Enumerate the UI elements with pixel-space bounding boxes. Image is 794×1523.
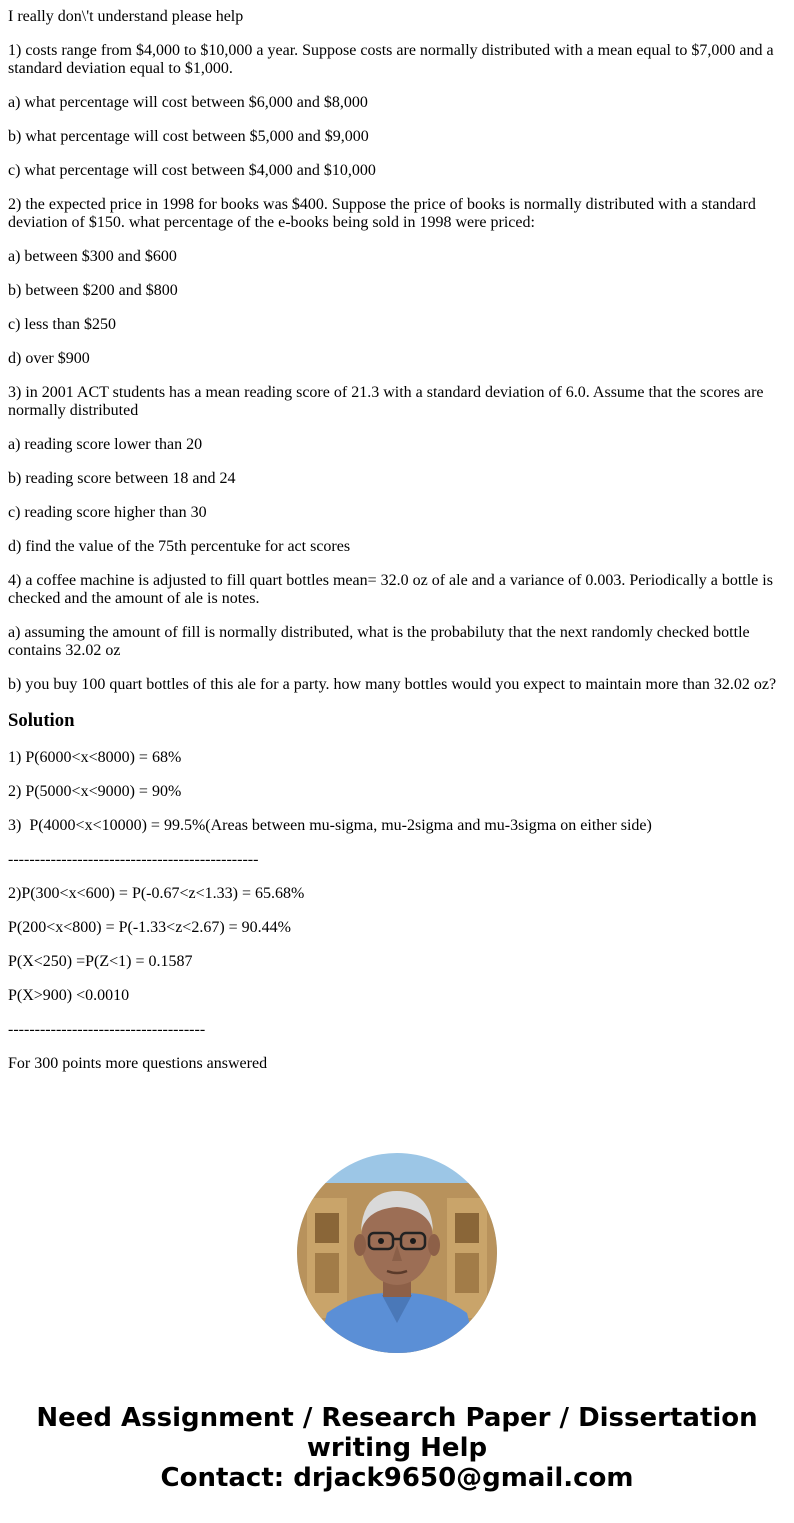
question-paragraph: b) you buy 100 quart bottles of this ale for a party. how many bottles would you expect to maintain more than 32.02 oz?: [8, 676, 777, 693]
question-paragraph: a) what percentage will cost between $6,000 and $8,000: [8, 94, 368, 111]
question-paragraph: b) reading score between 18 and 24: [8, 470, 236, 487]
promo-contact: Contact: drjack9650@gmail.com: [160, 1463, 634, 1493]
question-paragraph: d) over $900: [8, 350, 90, 367]
question-paragraph: d) find the value of the 75th percentuke for act scores: [8, 538, 351, 555]
question-paragraph: c) what percentage will cost between $4,000 and $10,000: [8, 162, 376, 179]
solution-line: 2)P(300<x<600) = P(-0.67<z<1.33) = 65.68%: [8, 885, 305, 902]
question-paragraph: 1) costs range from $4,000 to $10,000 a year. Suppose costs are normally distributed with a mean equal to $7,000 and a standard deviation equal to $1,000.: [8, 42, 778, 77]
question-paragraph: b) between $200 and $800: [8, 282, 178, 299]
question-paragraph: c) less than $250: [8, 316, 116, 333]
page-content: [8, 8, 786, 1089]
tutor-portrait-icon: [297, 1153, 497, 1353]
promo-line: writing Help: [306, 1433, 488, 1463]
question-paragraph: a) reading score lower than 20: [8, 436, 203, 453]
question-paragraph: 3) in 2001 ACT students has a mean reading score of 21.3 with a standard deviation of 6.0. Assume that the scores are normally distributed: [8, 384, 768, 419]
solution-line: For 300 points more questions answered: [8, 1055, 268, 1072]
question-paragraph: a) assuming the amount of fill is normally distributed, what is the probabiluty that the next randomly checked bottle contains 32.02 oz: [8, 624, 754, 659]
question-paragraph: b) what percentage will cost between $5,000 and $9,000: [8, 128, 369, 145]
solution-divider: -------------------------------------: [8, 1021, 206, 1038]
question-paragraph: a) between $300 and $600: [8, 248, 177, 265]
solution-line: P(X>900) <0.0010: [8, 987, 130, 1004]
question-paragraph: c) reading score higher than 30: [8, 504, 207, 521]
solution-line: 3) P(4000<x<10000) = 99.5%(Areas between mu-sigma, mu-2sigma and mu-3sigma on either side): [8, 817, 652, 834]
question-intro: I really don\'t understand please help: [8, 8, 244, 25]
solution-heading: Solution: [8, 710, 75, 731]
solution-divider: -----------------------------------------------: [8, 851, 259, 868]
solution-line: 1) P(6000<x<8000) = 68%: [8, 749, 182, 766]
solution-line: P(200<x<800) = P(-1.33<z<2.67) = 90.44%: [8, 919, 292, 936]
solution-line: P(X<250) =P(Z<1) = 0.1587: [8, 953, 193, 970]
question-paragraph: 4) a coffee machine is adjusted to fill quart bottles mean= 32.0 oz of ale and a variance of 0.003. Periodically a bottle is checked and the amount of ale is notes.: [8, 572, 777, 607]
tutor-avatar: [297, 1153, 497, 1353]
question-paragraph: 2) the expected price in 1998 for books was $400. Suppose the price of books is normally distributed with a standard deviation of $150. what percentage of the e-books being sold in 1998 were priced:: [8, 196, 760, 231]
solution-line: 2) P(5000<x<9000) = 90%: [8, 783, 182, 800]
promo-line: Need Assignment / Research Paper / Dissertation: [36, 1403, 758, 1433]
promo-banner: [0, 1403, 794, 1493]
